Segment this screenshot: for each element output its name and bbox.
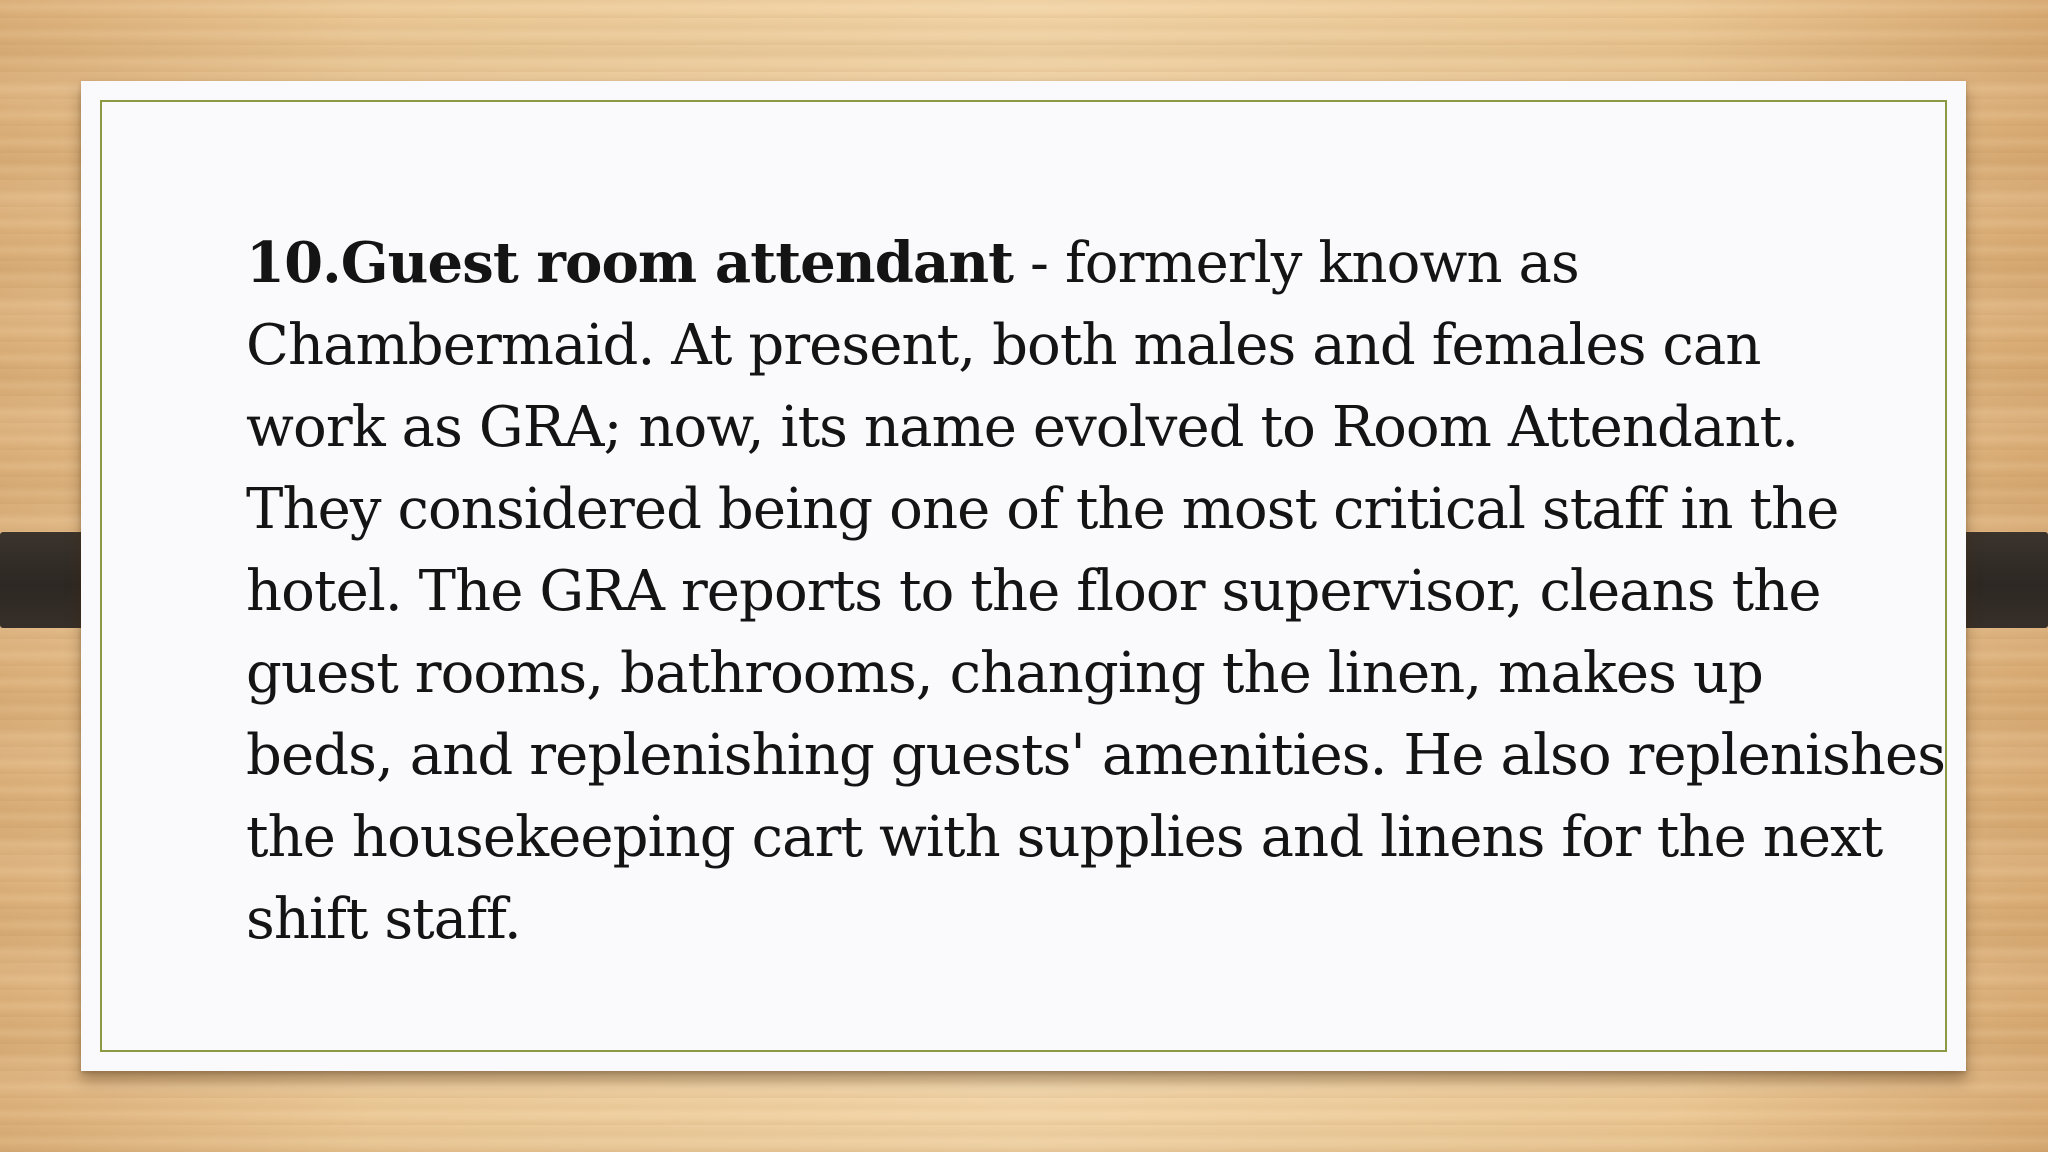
text-line-9: shift staff. xyxy=(246,887,521,952)
text-line-6: guest rooms, bathrooms, changing the linen, makes up xyxy=(246,641,1763,706)
text-line-4: They considered being one of the most critical staff in the xyxy=(246,477,1839,542)
text-line-2: Chambermaid. At present, both males and females can xyxy=(246,313,1761,378)
text-line-7: beds, and replenishing guests' amenities. He also replenishes xyxy=(246,723,1946,788)
slide-body-text xyxy=(246,222,1946,961)
text-line-3: work as GRA; now, its name evolved to Room Attendant. xyxy=(246,395,1799,460)
text-line-1 xyxy=(246,222,1866,305)
text-line-1-rest: - formerly known as xyxy=(1013,231,1579,296)
text-line-5: hotel. The GRA reports to the floor supervisor, cleans the xyxy=(246,559,1821,624)
slide-heading: 10.Guest room attendant xyxy=(246,230,1014,296)
text-line-8: the housekeeping cart with supplies and linens for the next xyxy=(246,805,1883,870)
